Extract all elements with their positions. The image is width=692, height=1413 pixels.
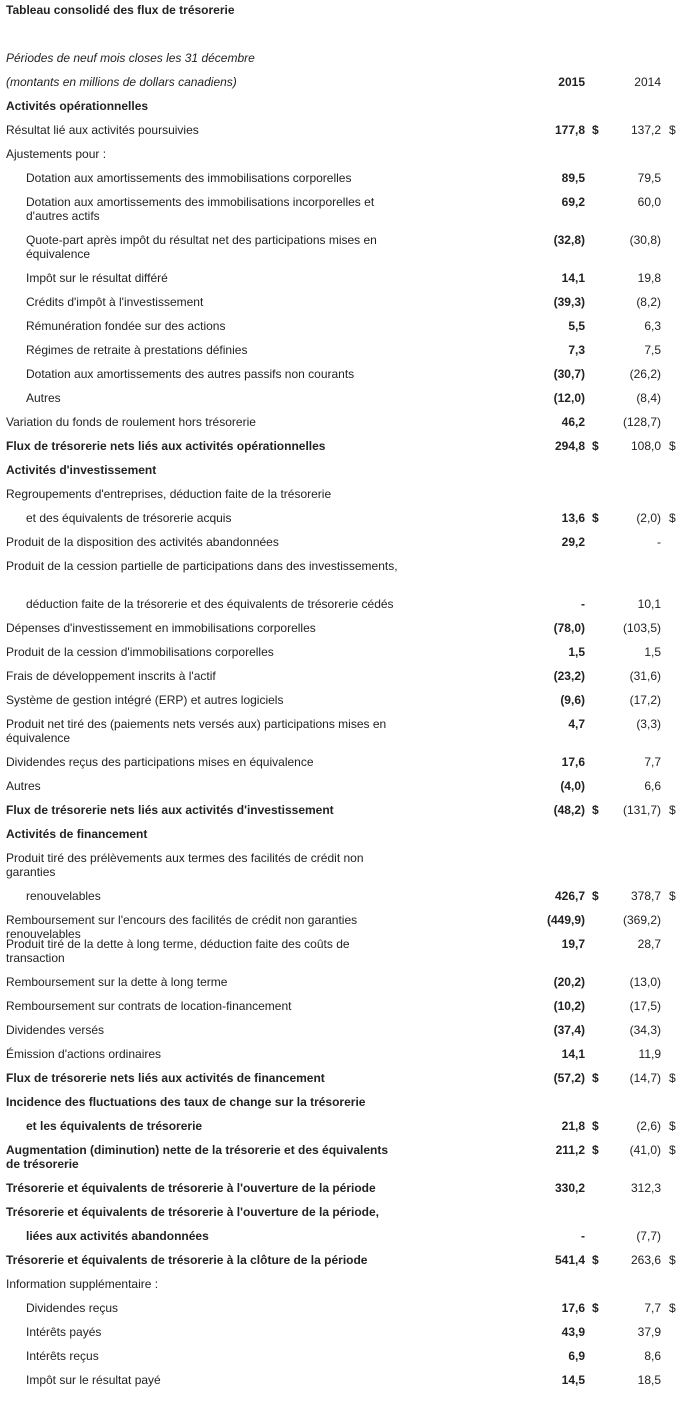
row-label: Produit de la cession partielle de participations dans des investissements, xyxy=(6,559,398,573)
currency-2015: $ xyxy=(592,1253,599,1267)
row-label: Remboursement sur la dette à long terme xyxy=(6,975,228,989)
value-2015: (23,2) xyxy=(553,669,585,683)
currency-2014: $ xyxy=(669,511,676,525)
value-2014: 7,7 xyxy=(644,755,661,769)
row-label: Ajustements pour : xyxy=(6,147,107,161)
value-2014: 18,5 xyxy=(637,1373,661,1387)
value-2015: 17,6 xyxy=(561,755,585,769)
currency-2014: $ xyxy=(669,889,676,903)
row-label: Crédits d'impôt à l'investissement xyxy=(26,295,204,309)
value-2014: (31,6) xyxy=(629,669,661,683)
value-2015: 1,5 xyxy=(568,645,585,659)
row-label: Dividendes reçus des participations mises en équivalence xyxy=(6,755,314,769)
value-2015: 7,3 xyxy=(568,343,585,357)
value-2014: (369,2) xyxy=(622,913,661,927)
row-label: Variation du fonds de roulement hors trésorerie xyxy=(6,415,256,429)
row-label: liées aux activités abandonnées xyxy=(26,1229,209,1243)
value-2014: (41,0) xyxy=(629,1143,661,1157)
currency-2014: $ xyxy=(669,803,676,817)
value-2014: 11,9 xyxy=(638,1047,661,1061)
value-2015: (39,3) xyxy=(553,295,585,309)
row-label: Dotation aux amortissements des immobilisations incorporelles et d'autres actifs xyxy=(26,195,375,223)
value-2014: (2,6) xyxy=(636,1119,661,1133)
value-2014: 19,8 xyxy=(637,271,661,285)
value-2015: (9,6) xyxy=(560,693,585,707)
currency-2015: $ xyxy=(592,1143,599,1157)
currency-2015: $ xyxy=(592,511,599,525)
row-label: Activités d'investissement xyxy=(6,463,157,477)
value-2015: 43,9 xyxy=(561,1325,585,1339)
row-label: Produit tiré de la dette à long terme, déduction faite des coûts de transaction xyxy=(6,937,350,965)
row-label: déduction faite de la trésorerie et des équivalents de trésorerie cédés xyxy=(26,597,394,611)
value-2014: - xyxy=(657,535,661,549)
row-label: Dotation aux amortissements des autres passifs non courants xyxy=(26,367,355,381)
row-label: Flux de trésorerie nets liés aux activités de financement xyxy=(6,1071,325,1085)
value-2015: 6,9 xyxy=(568,1349,585,1363)
value-2014: (131,7) xyxy=(622,803,661,817)
value-2015: 426,7 xyxy=(554,889,585,903)
row-label: Dotation aux amortissements des immobilisations corporelles xyxy=(26,171,352,185)
value-2014: 108,0 xyxy=(630,439,661,453)
value-2014: (17,2) xyxy=(629,693,661,707)
value-2014: (3,3) xyxy=(636,717,661,731)
value-2014: (14,7) xyxy=(629,1071,661,1085)
value-2014: (30,8) xyxy=(629,233,661,247)
row-label: Quote-part après impôt du résultat net des participations mises en équivalence xyxy=(26,233,377,261)
value-2014: 7,5 xyxy=(644,343,661,357)
value-2014: 60,0 xyxy=(637,195,661,209)
currency-2015: $ xyxy=(592,123,599,137)
value-2015: 14,5 xyxy=(561,1373,585,1387)
row-label: Regroupements d'entreprises, déduction faite de la trésorerie xyxy=(6,487,332,501)
row-label: et des équivalents de trésorerie acquis xyxy=(26,511,232,525)
row-label: Produit net tiré des (paiements nets versés aux) participations mises en équivalence xyxy=(6,717,387,745)
value-2015: 211,2 xyxy=(555,1143,585,1157)
value-2015: (20,2) xyxy=(553,975,585,989)
currency-2015: $ xyxy=(592,1119,599,1133)
row-label: Résultat lié aux activités poursuivies xyxy=(6,123,199,137)
currency-2015: $ xyxy=(592,439,599,453)
row-label: et les équivalents de trésorerie xyxy=(26,1119,203,1133)
row-label: Dépenses d'investissement en immobilisations corporelles xyxy=(6,621,316,635)
row-label: Frais de développement inscrits à l'actif xyxy=(6,669,216,683)
value-2015: (30,7) xyxy=(553,367,585,381)
row-label: Augmentation (diminution) nette de la trésorerie et des équivalents de trésorerie xyxy=(6,1143,389,1171)
currency-2014: $ xyxy=(669,1119,676,1133)
value-2015: 21,8 xyxy=(561,1119,585,1133)
value-2014: 263,6 xyxy=(630,1253,661,1267)
value-2015: (12,0) xyxy=(553,391,585,405)
value-2015: (57,2) xyxy=(553,1071,585,1085)
row-label: Impôt sur le résultat différé xyxy=(26,271,168,285)
row-label: Flux de trésorerie nets liés aux activités d'investissement xyxy=(6,803,334,817)
value-2015: 69,2 xyxy=(561,195,585,209)
row-label: Régimes de retraite à prestations définies xyxy=(26,343,248,357)
value-2015: 17,6 xyxy=(561,1301,585,1315)
value-2015: 14,1 xyxy=(561,271,585,285)
currency-2014: $ xyxy=(669,1253,676,1267)
row-label: Émission d'actions ordinaires xyxy=(6,1047,162,1061)
value-2015: 46,2 xyxy=(561,415,585,429)
currency-2014: $ xyxy=(669,1071,676,1085)
row-label: Dividendes versés xyxy=(6,1023,105,1037)
row-label: Produit tiré des prélèvements aux termes des facilités de crédit non garanties xyxy=(6,851,364,879)
value-2015: (10,2) xyxy=(553,999,585,1013)
value-2014: 1,5 xyxy=(644,645,661,659)
value-2014: 6,6 xyxy=(644,779,661,793)
value-2015: 5,5 xyxy=(568,319,585,333)
currency-2015: $ xyxy=(592,1071,599,1085)
value-2015: 89,5 xyxy=(561,171,585,185)
row-label: Flux de trésorerie nets liés aux activités opérationnelles xyxy=(6,439,326,453)
value-2014: (7,7) xyxy=(636,1229,661,1243)
row-label: renouvelables xyxy=(26,889,101,903)
value-2015: (32,8) xyxy=(553,233,585,247)
row-label: Produit de la disposition des activités abandonnées xyxy=(6,535,279,549)
value-2014: 28,7 xyxy=(637,937,661,951)
value-2015: 177,8 xyxy=(554,123,585,137)
value-2015: 294,8 xyxy=(554,439,585,453)
value-2015: 4,7 xyxy=(568,717,585,731)
row-label: Remboursement sur l'encours des facilités de crédit non garanties renouvelables xyxy=(6,913,358,941)
currency-2014: $ xyxy=(669,439,676,453)
row-label: Incidence des fluctuations des taux de change sur la trésorerie xyxy=(6,1095,366,1109)
column-header-2015: 2015 xyxy=(558,75,585,89)
value-2015: 14,1 xyxy=(561,1047,585,1061)
row-label: Remboursement sur contrats de location-financement xyxy=(6,999,292,1013)
value-2014: 10,1 xyxy=(637,597,661,611)
currency-2014: $ xyxy=(669,123,676,137)
value-2015: (78,0) xyxy=(553,621,585,635)
value-2014: (17,5) xyxy=(629,999,661,1013)
value-2015: 19,7 xyxy=(561,937,585,951)
value-2014: 378,7 xyxy=(630,889,661,903)
value-2014: (8,4) xyxy=(636,391,661,405)
value-2015: 541,4 xyxy=(554,1253,585,1267)
row-label: Trésorerie et équivalents de trésorerie à la clôture de la période xyxy=(6,1253,368,1267)
value-2014: 37,9 xyxy=(637,1325,661,1339)
column-header-2014: 2014 xyxy=(634,75,661,89)
value-2015: (449,9) xyxy=(546,913,585,927)
row-label: Dividendes reçus xyxy=(26,1301,119,1315)
row-label: Rémunération fondée sur des actions xyxy=(26,319,226,333)
row-label: Trésorerie et équivalents de trésorerie à l'ouverture de la période xyxy=(6,1181,376,1195)
value-2014: 312,3 xyxy=(630,1181,661,1195)
value-2014: 137,2 xyxy=(630,123,661,137)
value-2014: 79,5 xyxy=(637,171,661,185)
row-label: Impôt sur le résultat payé xyxy=(26,1373,161,1387)
currency-2015: $ xyxy=(592,889,599,903)
value-2015: 29,2 xyxy=(561,535,585,549)
value-2015: - xyxy=(581,597,585,611)
value-2015: (48,2) xyxy=(553,803,585,817)
value-2014: (103,5) xyxy=(622,621,661,635)
row-label: Trésorerie et équivalents de trésorerie à l'ouverture de la période, xyxy=(6,1205,380,1219)
value-2014: (13,0) xyxy=(629,975,661,989)
value-2015: (4,0) xyxy=(560,779,585,793)
row-label: Information supplémentaire : xyxy=(6,1277,159,1291)
row-label: Système de gestion intégré (ERP) et autres logiciels xyxy=(6,693,284,707)
units-text: (montants en millions de dollars canadiens) xyxy=(6,75,237,89)
row-label: Autres xyxy=(26,391,61,405)
value-2014: 8,6 xyxy=(644,1349,661,1363)
currency-2015: $ xyxy=(592,803,599,817)
currency-2015: $ xyxy=(592,1301,599,1315)
row-label: Intérêts payés xyxy=(26,1325,102,1339)
row-label: Activités opérationnelles xyxy=(6,99,149,113)
currency-2014: $ xyxy=(669,1301,676,1315)
value-2014: (2,0) xyxy=(636,511,661,525)
row-label: Intérêts reçus xyxy=(26,1349,99,1363)
period-text: Périodes de neuf mois closes les 31 décembre xyxy=(6,51,255,65)
value-2014: (128,7) xyxy=(622,415,661,429)
currency-2014: $ xyxy=(669,1143,676,1157)
value-2015: (37,4) xyxy=(553,1023,585,1037)
value-2014: (34,3) xyxy=(629,1023,661,1037)
value-2014: 7,7 xyxy=(644,1301,661,1315)
row-label: Activités de financement xyxy=(6,827,148,841)
row-label: Autres xyxy=(6,779,41,793)
value-2015: 330,2 xyxy=(554,1181,585,1195)
value-2015: - xyxy=(581,1229,585,1243)
table-title-text: Tableau consolidé des flux de trésorerie xyxy=(6,3,235,17)
row-label: Produit de la cession d'immobilisations corporelles xyxy=(6,645,274,659)
value-2015: 13,6 xyxy=(561,511,585,525)
value-2014: 6,3 xyxy=(644,319,661,333)
value-2014: (26,2) xyxy=(629,367,661,381)
value-2014: (8,2) xyxy=(636,295,661,309)
